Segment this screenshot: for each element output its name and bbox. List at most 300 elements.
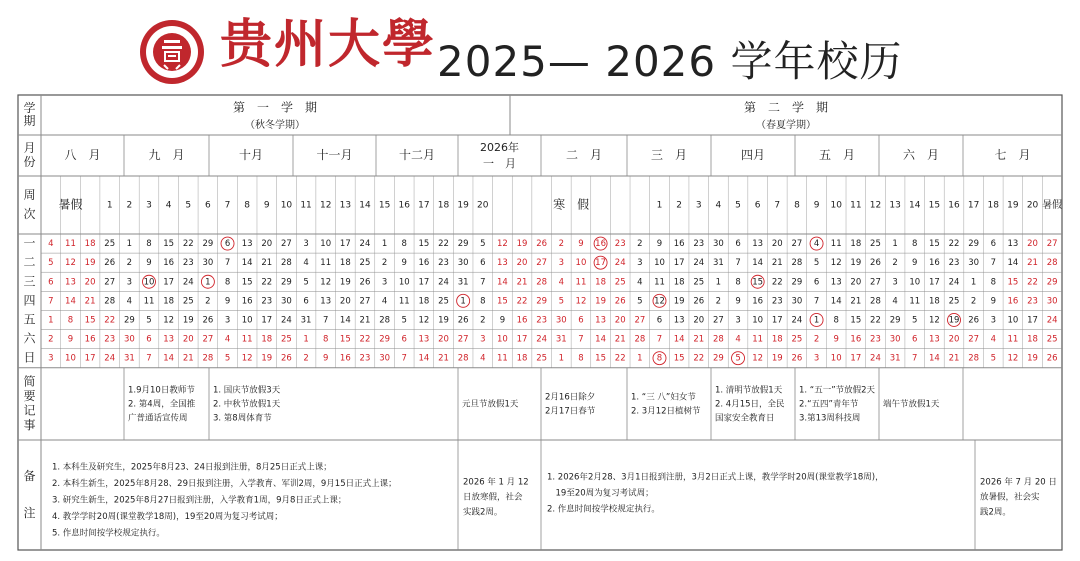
week-number: 11 [300, 200, 312, 211]
event-text: 1. 清明节放假1天 [715, 385, 783, 396]
week-number: 12 [869, 200, 882, 211]
date-cell: 17 [163, 277, 175, 288]
date-cell: 4 [637, 277, 643, 288]
date-cell: 5 [401, 315, 407, 326]
date-cell: 12 [1007, 353, 1019, 364]
date-cell: 1 [970, 277, 977, 288]
month-label: 五 月 [818, 148, 856, 162]
date-cell: 28 [536, 277, 548, 288]
date-cell: 14 [418, 353, 430, 364]
date-cell: 11 [496, 353, 508, 364]
date-cell: 18 [595, 277, 607, 288]
date-cell: 13 [752, 239, 764, 250]
date-cell: 16 [1007, 296, 1019, 307]
date-cell: 30 [791, 296, 803, 307]
date-cell: 19 [339, 277, 351, 288]
week-number: 10 [830, 200, 842, 211]
note-text: 4. 教学学时20周(课堂教学18周)，19至20周为复习考试周； [52, 512, 283, 522]
date-cell: 5 [735, 353, 741, 364]
date-cell: 7 [480, 277, 486, 288]
date-cell: 20 [614, 315, 626, 326]
date-cell: 7 [912, 353, 918, 364]
date-cell: 17 [516, 334, 528, 345]
date-cell: 28 [791, 258, 803, 269]
date-cell: 4 [224, 334, 231, 345]
date-cell: 9 [735, 296, 741, 307]
date-cell: 7 [48, 296, 54, 307]
date-cell: 21 [516, 277, 528, 288]
date-cell: 23 [614, 239, 626, 250]
date-cell: 14 [163, 353, 175, 364]
date-cell: 10 [496, 334, 508, 345]
date-cell: 18 [1027, 334, 1038, 345]
date-cell: 28 [712, 334, 724, 345]
date-cell: 26 [614, 296, 626, 307]
week-number: 7 [224, 200, 231, 211]
date-cell: 1 [48, 315, 54, 326]
date-cell: 1 [558, 353, 565, 364]
date-cell: 14 [241, 258, 253, 269]
date-cell: 16 [241, 296, 253, 307]
date-cell: 19 [84, 258, 96, 269]
date-cell: 18 [928, 296, 940, 307]
date-cell: 7 [813, 296, 820, 307]
date-cell: 11 [143, 296, 155, 307]
date-cell: 7 [322, 315, 329, 326]
date-cell: 26 [536, 239, 548, 250]
date-cell: 30 [968, 258, 980, 269]
date-cell: 24 [536, 334, 548, 345]
week-number: 11 [850, 200, 862, 211]
date-cell: 21 [359, 315, 371, 326]
date-cell: 3 [381, 277, 388, 288]
event-text: 2. 4月15日，全民 [715, 399, 785, 410]
date-cell: 17 [84, 353, 96, 364]
date-cell: 1 [460, 296, 466, 307]
date-cell: 17 [595, 258, 607, 269]
date-cell: 27 [968, 334, 980, 345]
note-text: 5. 作息时间按学校规定执行。 [52, 528, 165, 539]
date-cell: 24 [791, 315, 803, 326]
date-cell: 7 [990, 258, 996, 269]
date-cell: 25 [791, 334, 803, 345]
week-number: 5 [185, 200, 192, 211]
date-cell: 24 [948, 277, 960, 288]
date-cell: 28 [202, 353, 214, 364]
date-cell: 2 [126, 258, 133, 269]
date-cell: 13 [673, 315, 685, 326]
date-cell: 23 [536, 315, 548, 326]
date-cell: 24 [1046, 315, 1058, 326]
month-label: 十月 [238, 148, 264, 162]
date-cell: 13 [241, 239, 253, 250]
date-cell: 29 [1046, 277, 1058, 288]
date-cell: 31 [889, 353, 901, 364]
event-text: 端午节放假1天 [883, 399, 940, 410]
date-cell: 13 [830, 277, 842, 288]
week-number: 15 [378, 200, 391, 211]
row-label-month: 月 [23, 141, 36, 156]
date-cell: 13 [1007, 239, 1019, 250]
date-cell: 30 [379, 353, 391, 364]
note-text: 1. 2026年2月28、3月1日报到注册，3月2日正式上课，教学学时20周(课堂教学18周)， [547, 472, 884, 483]
row-label-month: 份 [23, 154, 36, 169]
date-cell: 21 [614, 334, 626, 345]
date-cell: 20 [948, 334, 960, 345]
date-cell: 3 [990, 315, 996, 326]
date-cell: 1 [126, 239, 133, 250]
date-cell: 3 [637, 258, 643, 269]
date-cell: 22 [104, 315, 116, 326]
date-cell: 30 [555, 315, 567, 326]
date-cell: 8 [67, 315, 74, 326]
month-label: 十一月 [316, 148, 353, 162]
row-label-events: 事 [23, 418, 36, 433]
week-number: 20 [1026, 200, 1039, 211]
date-cell: 9 [578, 239, 584, 250]
date-cell: 12 [418, 315, 430, 326]
date-cell: 4 [813, 239, 820, 250]
date-cell: 2 [303, 353, 309, 364]
row-label-events: 记 [23, 403, 36, 418]
date-cell: 31 [123, 353, 135, 364]
date-cell: 27 [791, 239, 803, 250]
date-cell: 3 [126, 277, 133, 288]
date-cell: 5 [303, 277, 309, 288]
date-cell: 21 [850, 296, 862, 307]
date-cell: 29 [379, 334, 391, 345]
date-cell: 12 [928, 315, 940, 326]
semester-2-title: 第 二 学 期 [743, 100, 829, 115]
date-cell: 18 [163, 296, 175, 307]
month-label: 一 月 [483, 157, 516, 170]
date-cell: 3 [735, 315, 741, 326]
week-number: 18 [987, 200, 1000, 211]
row-label-week: 周 [23, 187, 36, 202]
date-cell: 22 [771, 277, 783, 288]
date-cell: 2 [480, 315, 486, 326]
date-cell: 3 [48, 353, 54, 364]
weekday-label: 四 [23, 293, 36, 308]
date-cell: 28 [104, 296, 116, 307]
date-cell: 2 [892, 258, 898, 269]
date-cell: 6 [303, 296, 309, 307]
event-text: 1.9月10日教师节 [128, 385, 195, 396]
note-text: 2. 作息时间按学校规定执行。 [547, 504, 660, 515]
date-cell: 11 [398, 296, 410, 307]
row-label-events: 简 [23, 374, 36, 389]
row-label-semester: 学 [23, 100, 36, 115]
date-cell: 3 [224, 315, 231, 326]
date-cell: 3 [558, 258, 565, 269]
row-label-events: 要 [23, 389, 36, 404]
date-cell: 27 [202, 334, 214, 345]
date-cell: 8 [990, 277, 996, 288]
event-text: 2. 3月12日植树节 [631, 406, 701, 417]
date-cell: 23 [771, 296, 783, 307]
row-label-notes: 注 [23, 505, 36, 520]
month-label: 三 月 [650, 148, 688, 162]
date-cell: 20 [1027, 239, 1038, 250]
semester-2-subtitle: （春夏学期） [756, 120, 816, 131]
date-cell: 22 [870, 315, 881, 326]
date-cell: 22 [438, 239, 449, 250]
date-cell: 27 [104, 277, 116, 288]
date-cell: 1 [381, 239, 388, 250]
date-cell: 26 [1046, 353, 1058, 364]
date-cell: 15 [673, 353, 685, 364]
date-cell: 5 [990, 353, 996, 364]
week-number: 15 [928, 200, 941, 211]
date-cell: 6 [401, 334, 407, 345]
date-cell: 20 [182, 334, 194, 345]
date-cell: 10 [575, 258, 587, 269]
row-label-semester: 期 [23, 114, 36, 129]
date-cell: 7 [401, 353, 407, 364]
date-cell: 10 [654, 258, 665, 269]
date-cell: 8 [578, 353, 584, 364]
date-cell: 17 [673, 258, 685, 269]
date-cell: 10 [1007, 315, 1019, 326]
date-cell: 23 [261, 296, 273, 307]
date-cell: 19 [1027, 353, 1038, 364]
date-cell: 22 [1027, 277, 1038, 288]
date-cell: 26 [104, 258, 116, 269]
date-cell: 8 [480, 296, 486, 307]
date-cell: 11 [1007, 334, 1019, 345]
date-cell: 1 [303, 334, 309, 345]
date-cell: 6 [146, 334, 152, 345]
date-cell: 27 [359, 296, 371, 307]
row-label-notes: 备 [23, 469, 36, 484]
date-cell: 20 [850, 277, 862, 288]
date-cell: 10 [65, 353, 76, 364]
note-text: 3. 研究生新生，2025年8月27日报到注册，入学教育1周，9月8日正式上课； [52, 495, 347, 506]
date-cell: 15 [418, 239, 430, 250]
week-number: 14 [909, 200, 921, 211]
date-cell: 15 [1007, 277, 1019, 288]
week-number: 7 [774, 200, 781, 211]
date-cell: 31 [555, 334, 567, 345]
date-cell: 28 [379, 315, 391, 326]
date-cell: 15 [241, 277, 253, 288]
date-cell: 7 [656, 334, 663, 345]
date-cell: 10 [241, 315, 253, 326]
date-cell: 13 [496, 258, 508, 269]
date-cell: 2 [970, 296, 977, 307]
date-cell: 23 [948, 258, 960, 269]
date-cell: 30 [889, 334, 901, 345]
month-label: 四月 [740, 148, 766, 162]
event-text: 2月16日除夕 [545, 392, 596, 403]
date-cell: 20 [771, 239, 783, 250]
date-cell: 2 [715, 296, 722, 307]
date-cell: 11 [65, 239, 76, 250]
date-cell: 7 [224, 258, 231, 269]
date-cell: 4 [126, 296, 133, 307]
date-cell: 25 [614, 277, 626, 288]
date-cell: 15 [496, 296, 508, 307]
event-text: 2. 第4周，全国推 [128, 399, 196, 410]
date-cell: 12 [65, 258, 76, 269]
week-number: 17 [967, 200, 980, 211]
date-cell: 17 [261, 315, 273, 326]
date-cell: 25 [536, 353, 548, 364]
date-cell: 12 [496, 239, 508, 250]
date-cell: 26 [791, 353, 803, 364]
date-cell: 15 [339, 334, 351, 345]
week-number: 12 [319, 200, 332, 211]
week-number: 1 [106, 200, 113, 211]
date-cell: 25 [870, 239, 881, 250]
date-cell: 26 [968, 315, 980, 326]
calendar-title: 2025— 2026 学年校历 [437, 37, 903, 86]
date-cell: 6 [224, 239, 231, 250]
date-cell: 18 [339, 258, 351, 269]
date-cell: 24 [104, 353, 116, 364]
event-text: 2. 中秋节放假1天 [213, 399, 281, 410]
winter-break-label: 寒 假 [553, 197, 590, 212]
date-cell: 4 [735, 334, 741, 345]
date-cell: 21 [948, 353, 960, 364]
date-cell: 3 [303, 239, 309, 250]
date-cell: 6 [578, 315, 584, 326]
week-number: 13 [889, 200, 901, 211]
date-cell: 12 [830, 258, 842, 269]
weekday-label: 六 [23, 331, 36, 346]
semester-1-subtitle: （秋冬学期） [245, 120, 305, 131]
date-cell: 21 [84, 296, 96, 307]
date-cell: 28 [1046, 258, 1058, 269]
date-cell: 18 [673, 277, 685, 288]
date-cell: 27 [634, 315, 646, 326]
date-cell: 20 [339, 296, 351, 307]
week-number: 3 [695, 200, 702, 211]
date-cell: 14 [1007, 258, 1019, 269]
note-text: 2026 年 1 月 12 [463, 477, 529, 488]
date-cell: 2 [637, 239, 643, 250]
date-cell: 9 [499, 315, 506, 326]
date-cell: 13 [595, 315, 607, 326]
date-cell: 23 [438, 258, 449, 269]
date-cell: 9 [224, 296, 231, 307]
date-cell: 1 [715, 277, 722, 288]
date-cell: 24 [281, 315, 292, 326]
date-cell: 31 [457, 277, 469, 288]
weekday-label: 五 [23, 312, 36, 327]
date-cell: 3 [892, 277, 898, 288]
date-cell: 4 [303, 258, 309, 269]
date-cell: 24 [693, 258, 705, 269]
date-cell: 6 [990, 239, 996, 250]
week-number: 10 [280, 200, 293, 211]
date-cell: 23 [104, 334, 116, 345]
date-cell: 17 [850, 353, 862, 364]
date-cell: 1 [892, 239, 898, 250]
date-cell: 13 [65, 277, 76, 288]
month-label: 二 月 [565, 148, 603, 162]
date-cell: 24 [359, 239, 371, 250]
note-text: 实践2周。 [463, 507, 503, 518]
date-cell: 20 [516, 258, 528, 269]
date-cell: 6 [735, 239, 741, 250]
event-text: 国家安全教育日 [715, 413, 775, 424]
date-cell: 16 [418, 258, 430, 269]
date-cell: 30 [1046, 296, 1058, 307]
week-number: 16 [948, 200, 960, 211]
date-cell: 14 [830, 296, 842, 307]
date-cell: 19 [673, 296, 685, 307]
date-cell: 28 [870, 296, 881, 307]
date-cell: 14 [65, 296, 76, 307]
date-cell: 29 [536, 296, 548, 307]
event-text: 3. 第8周体育节 [213, 413, 272, 424]
date-cell: 21 [693, 334, 705, 345]
date-cell: 25 [438, 296, 449, 307]
week-number: 2 [126, 200, 133, 211]
date-cell: 31 [300, 315, 312, 326]
date-cell: 8 [833, 315, 839, 326]
week-number: 2 [676, 200, 682, 211]
date-cell: 27 [870, 277, 881, 288]
date-cell: 29 [712, 353, 724, 364]
date-cell: 22 [948, 239, 960, 250]
week-number: 13 [339, 200, 352, 211]
date-cell: 28 [281, 258, 292, 269]
date-cell: 16 [752, 296, 764, 307]
date-cell: 4 [381, 296, 388, 307]
date-cell: 27 [457, 334, 469, 345]
note-text: 2. 本科生新生，2025年8月28、29日报到注册，入学教育、军训2周，9月15日正式上课； [52, 479, 397, 489]
date-cell: 12 [241, 353, 253, 364]
date-cell: 25 [1046, 334, 1058, 345]
event-text: 1. “五一”节放假2天 [799, 385, 876, 396]
date-cell: 26 [693, 296, 705, 307]
date-cell: 2 [558, 239, 565, 250]
date-cell: 18 [850, 239, 862, 250]
date-cell: 15 [595, 353, 607, 364]
date-cell: 14 [752, 258, 764, 269]
date-cell: 24 [614, 258, 626, 269]
date-cell: 7 [578, 334, 584, 345]
week-number: 9 [263, 200, 270, 211]
date-cell: 4 [480, 353, 486, 364]
date-cell: 10 [398, 277, 410, 288]
event-text: 3.第13周科技周 [799, 413, 861, 424]
month-label: 十二月 [398, 148, 436, 162]
date-cell: 23 [693, 239, 705, 250]
date-cell: 4 [48, 239, 54, 250]
date-cell: 6 [48, 277, 54, 288]
weekday-label: 一 [23, 236, 36, 251]
week-number: 6 [754, 200, 761, 211]
date-cell: 21 [1027, 258, 1038, 269]
date-cell: 17 [418, 277, 430, 288]
date-cell: 25 [948, 296, 960, 307]
date-cell: 12 [752, 353, 764, 364]
date-cell: 27 [712, 315, 724, 326]
date-cell: 5 [480, 239, 486, 250]
date-cell: 19 [261, 353, 273, 364]
date-cell: 20 [693, 315, 705, 326]
date-cell: 26 [359, 277, 371, 288]
month-label: 七 月 [994, 148, 1031, 162]
date-cell: 17 [771, 315, 783, 326]
date-cell: 9 [990, 296, 996, 307]
date-cell: 18 [261, 334, 273, 345]
date-cell: 4 [892, 296, 898, 307]
date-cell: 15 [752, 277, 764, 288]
